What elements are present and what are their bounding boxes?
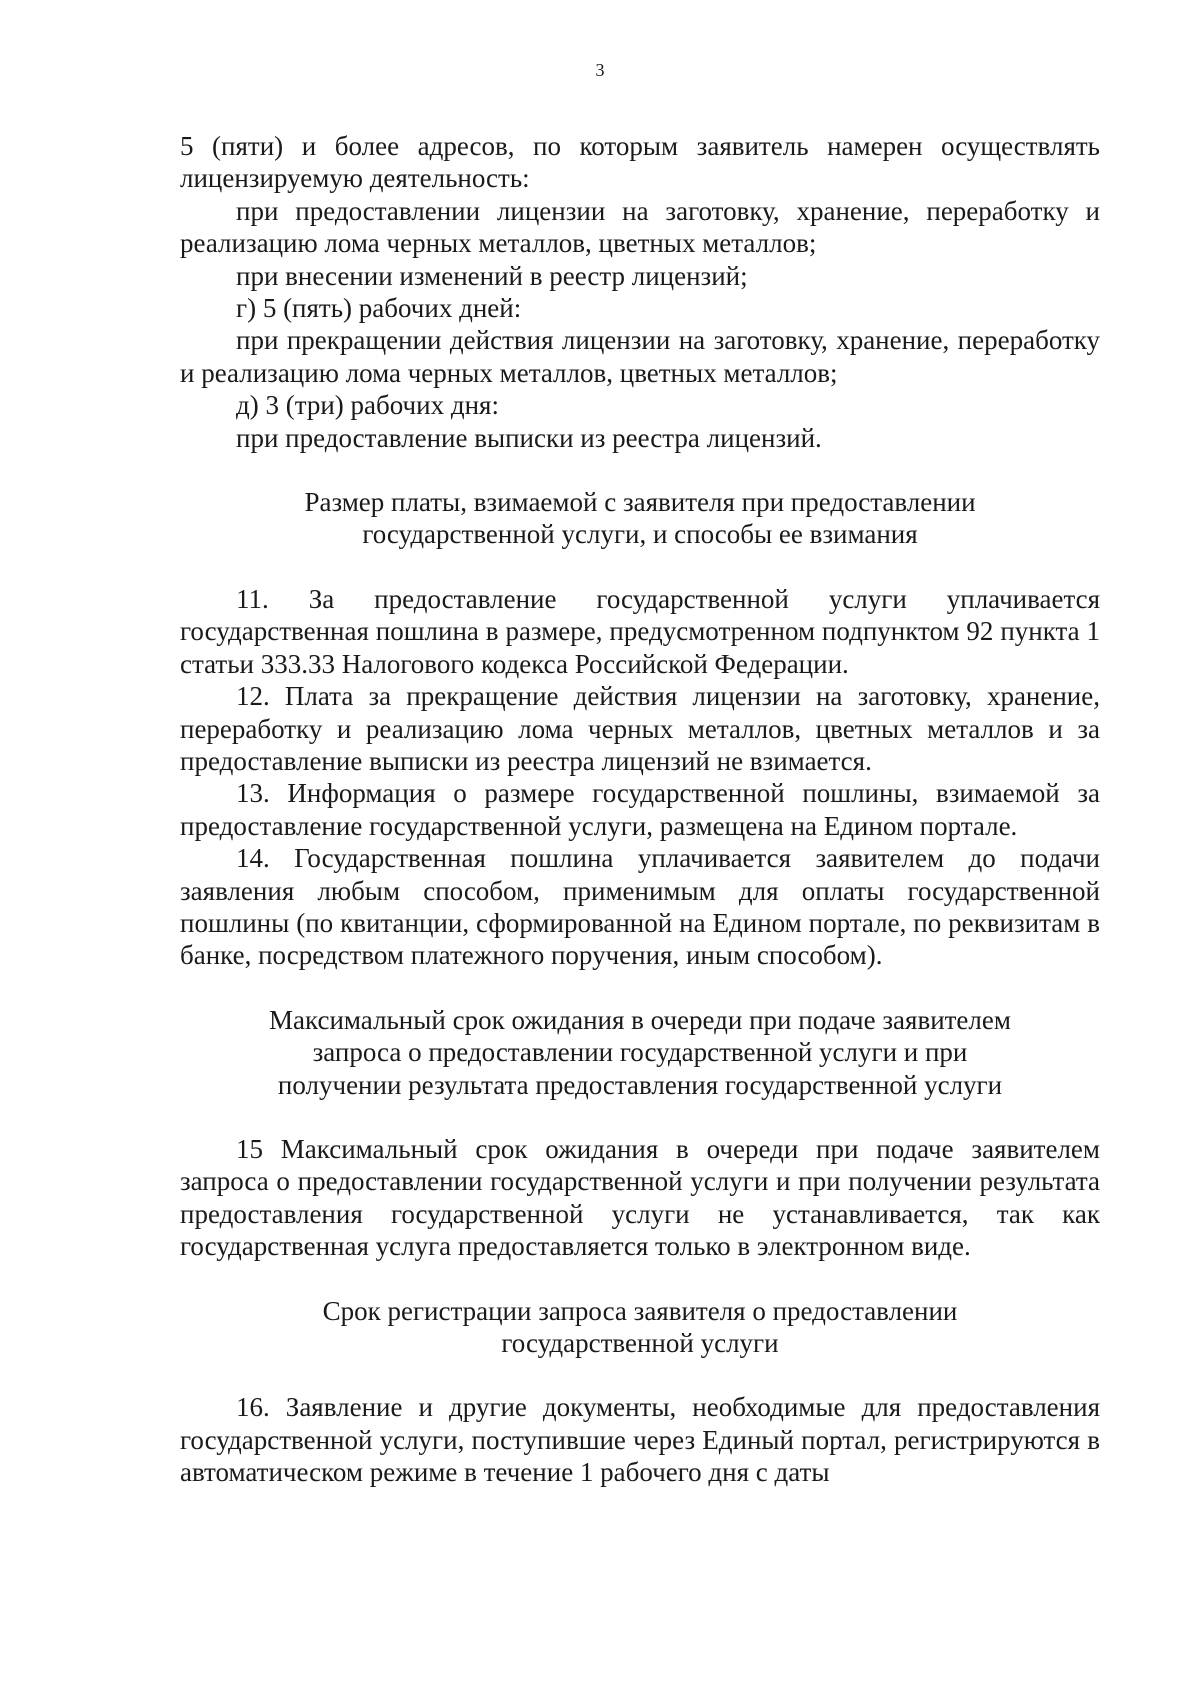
paragraph: 11. За предоставление государственной услуги уплачивается государственная пошлина в размере, предусмотренном подпунктом 92 пункта 1 статьи 333.33 Налогового кодекса Российской Федерации.: [180, 583, 1100, 679]
paragraph: 15 Максимальный срок ожидания в очереди при подаче заявителем запроса о предоставлении государственной услуги и при получении результата предоставления государственной услуги не устанавливается, так как государственная услуга предоставляется только в электронном виде.: [180, 1133, 1100, 1262]
paragraph: 12. Плата за прекращение действия лицензии на заготовку, хранение, переработку и реализацию лома черных металлов, цветных металлов и за предоставление выписки из реестра лицензий не взимается.: [180, 681, 1100, 776]
paragraph: при предоставление выписки из реестра лицензий.: [236, 422, 822, 453]
section-heading: Размер платы, взимаемой с заявителя при предоставлении государственной услуги, и способы ее взимания: [304, 487, 976, 550]
section-spacer: [180, 454, 1100, 486]
document-body: [180, 130, 1100, 1489]
paragraph: г) 5 (пять) рабочих дней:: [236, 293, 522, 324]
paragraph: при предоставлении лицензии на заготовку, хранение, переработку и реализацию лома черных металлов, цветных металлов;: [180, 195, 1100, 259]
section-heading: Максимальный срок ожидания в очереди при подаче заявителем запроса о предоставлении государственной услуги и при получении результата предоставления государственной услуги: [269, 1004, 1011, 1100]
section-spacer: [180, 972, 1100, 1004]
page-number: 3: [595, 60, 605, 80]
section-heading: Срок регистрации запроса заявителя о предоставлении государственной услуги: [322, 1295, 958, 1358]
paragraph: 13. Информация о размере государственной пошлины, взимаемой за предоставление государственной услуги, размещена на Едином портале.: [180, 778, 1100, 841]
paragraph: 14. Государственная пошлина уплачивается заявителем до подачи заявления любым способом, применимым для оплаты государственной пошлины (по квитанции, сформированной на Едином портале, по реквизитам в банке, посредством платежного поручения, иным способом).: [180, 843, 1100, 971]
paragraph: д) 3 (три) рабочих дня:: [236, 390, 499, 421]
section-spacer: [180, 1101, 1100, 1133]
section-spacer: [180, 1263, 1100, 1295]
paragraph: при прекращении действия лицензии на заготовку, хранение, переработку и реализацию лома черных металлов, цветных металлов;: [180, 325, 1100, 388]
paragraph: 16. Заявление и другие документы, необходимые для предоставления государственной услуги, поступившие через Единый портал, регистрируются в автоматическом режиме в течение 1 рабочего дня с даты: [180, 1392, 1100, 1488]
section-spacer: [180, 1359, 1100, 1391]
paragraph: при внесении изменений в реестр лицензий;: [236, 260, 748, 291]
section-spacer: [180, 551, 1100, 583]
paragraph: 5 (пяти) и более адресов, по которым заявитель намерен осуществлять лицензируемую деятельность:: [180, 131, 1100, 194]
